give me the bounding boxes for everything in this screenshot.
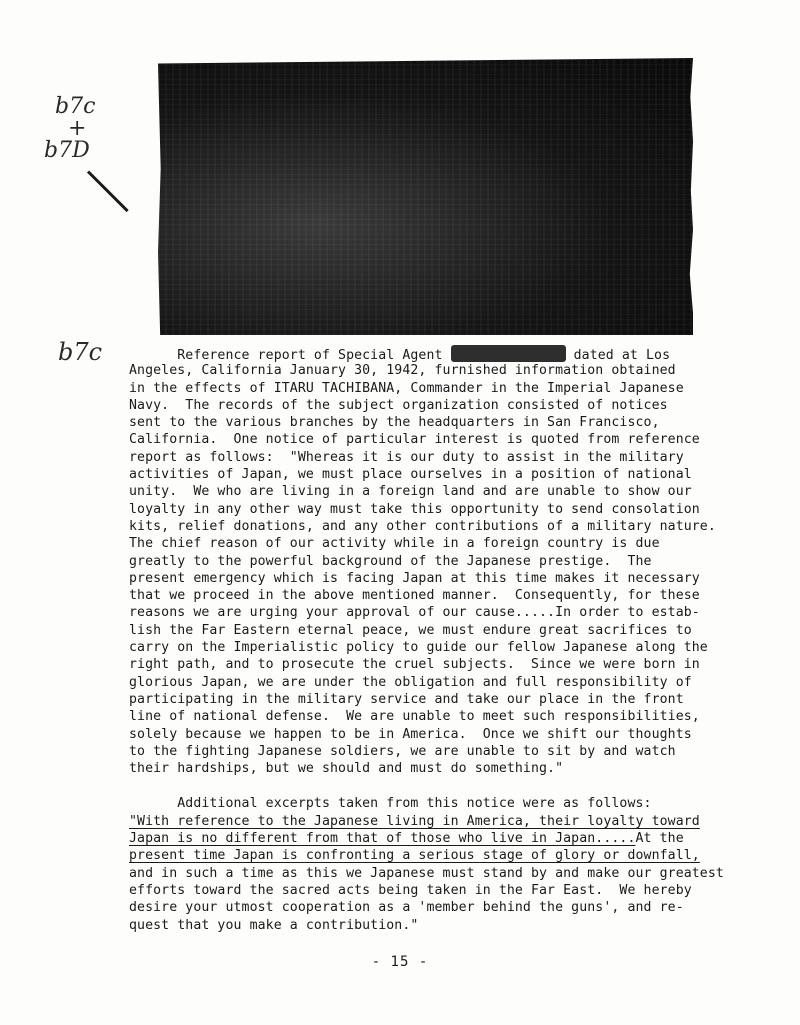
text-segment: Reference report of Special Agent	[129, 348, 451, 363]
underlined-segment: Japan is no different from that of those who live in Japan.....	[129, 831, 636, 847]
text-line: California. One notice of particular interest is quoted from reference	[129, 432, 700, 448]
text-line: solely because we happen to be in America. Once we shift our thoughts	[129, 726, 692, 742]
text-line: loyalty in any other way must take this opportunity to send consolation	[129, 501, 700, 517]
text-line	[129, 345, 759, 362]
text-line: efforts toward the sacred acts being taken in the Far East. We hereby	[129, 882, 692, 898]
text-line: sent to the various branches by the headquarters in San Francisco,	[129, 415, 660, 431]
margin-note-b7c-second: b7c	[58, 338, 103, 366]
text-line: in the effects of ITARU TACHIBANA, Commander in the Imperial Japanese	[129, 380, 684, 396]
text-line: lish the Far Eastern eternal peace, we must endure great sacrifices to	[129, 622, 692, 638]
text-line: unity. We who are living in a foreign land and are unable to show our	[129, 484, 692, 500]
paragraph-2-lines	[129, 865, 759, 934]
underlined-line: "With reference to the Japanese living in America, their loyalty toward	[129, 813, 700, 829]
text-line: quest that you make a contribution."	[129, 917, 419, 933]
margin-note-b7c: b7c	[55, 94, 96, 119]
document-body	[129, 345, 759, 934]
text-line: The chief reason of our activity while in a foreign country is due	[129, 536, 660, 552]
paragraph-gap	[129, 777, 759, 795]
text-line: and in such a time as this we Japanese must stand by and make our greatest	[129, 865, 724, 881]
text-line: participating in the military service and take our place in the front	[129, 691, 684, 707]
text-line: Angeles, California January 30, 1942, furnished information obtained	[129, 363, 676, 379]
text-line: carry on the Imperialistic policy to guide our fellow Japanese along the	[129, 640, 708, 656]
text-line	[129, 830, 759, 847]
text-line: their hardships, but we should and must do something."	[129, 761, 564, 777]
text-line: Additional excerpts taken from this notice were as follows:	[129, 796, 652, 812]
paragraph-2	[129, 795, 759, 933]
text-line: report as follows: "Whereas it is our duty to assist in the military	[129, 449, 684, 465]
text-line: right path, and to prosecute the cruel subjects. Since we were born in	[129, 657, 700, 673]
text-segment: dated at Los	[565, 348, 671, 363]
margin-note-plus: +	[68, 116, 87, 141]
text-line: present emergency which is facing Japan at this time makes it necessary	[129, 570, 700, 586]
text-line: reasons we are urging your approval of our cause.....In order to estab-	[129, 605, 700, 621]
text-segment: At the	[635, 831, 684, 847]
text-line: line of national defense. We are unable to meet such responsibilities,	[129, 709, 700, 725]
text-line: glorious Japan, we are under the obligation and full responsibility of	[129, 674, 692, 690]
text-line: activities of Japan, we must place ourselves in a position of national	[129, 467, 692, 483]
text-line: desire your utmost cooperation as a 'member behind the guns', and re-	[129, 900, 684, 916]
margin-note-b7d: b7D	[44, 138, 90, 163]
redacted-name	[451, 345, 566, 362]
paragraph-1-lines	[129, 362, 759, 777]
paragraph-1	[129, 345, 759, 777]
text-line: Navy. The records of the subject organization consisted of notices	[129, 397, 668, 413]
margin-slash-mark	[87, 170, 129, 212]
text-line: kits, relief donations, and any other contributions of a military nature.	[129, 518, 716, 534]
underlined-line: present time Japan is confronting a serious stage of glory or downfall,	[129, 848, 700, 864]
text-line: to the fighting Japanese soldiers, we are unable to sit by and watch	[129, 743, 676, 759]
redacted-block	[158, 58, 693, 335]
page-number: - 15 -	[371, 954, 429, 970]
text-line: that we proceed in the above mentioned manner. Consequently, for these	[129, 588, 700, 604]
text-line: greatly to the powerful background of the Japanese prestige. The	[129, 553, 652, 569]
